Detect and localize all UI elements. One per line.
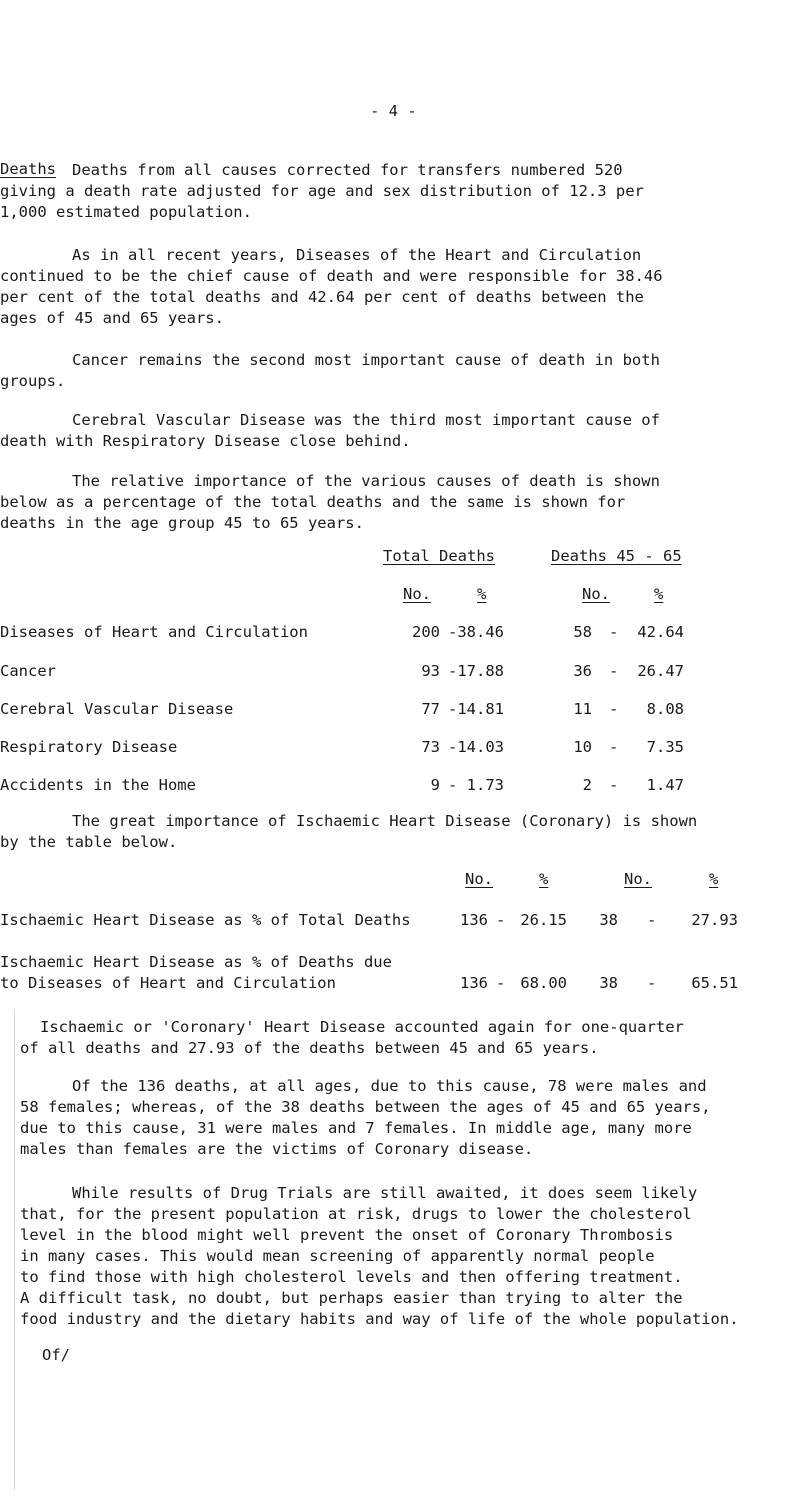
dash-separator: - bbox=[609, 776, 619, 794]
paragraph-line: ages of 45 and 65 years. bbox=[0, 309, 224, 327]
column-group-total-deaths: Total Deaths bbox=[383, 547, 495, 565]
paragraph-line: Cancer remains the second most important cause of death in both bbox=[72, 351, 660, 369]
paragraph-line: below as a percentage of the total deaths and the same is shown for bbox=[0, 493, 626, 511]
dash-separator: - bbox=[609, 662, 619, 680]
age-no-cell: 10 bbox=[573, 738, 592, 756]
paragraph-ischaemic-intro bbox=[0, 811, 790, 853]
paragraph-line: level in the blood might well prevent the onset of Coronary Thrombosis bbox=[20, 1226, 674, 1244]
pct-cell-2: 65.51 bbox=[691, 974, 738, 992]
age-pct-cell: 26.47 bbox=[637, 662, 684, 680]
paragraph-line: by the table below. bbox=[0, 833, 178, 851]
total-pct-cell: 14.03 bbox=[457, 738, 504, 756]
dash-separator: - bbox=[647, 974, 657, 992]
paragraph-deaths bbox=[0, 160, 790, 223]
paragraph-line: 58 females; whereas, of the 38 deaths between the ages of 45 and 65 years, bbox=[20, 1098, 711, 1116]
row-label: Ischaemic Heart Disease as % of Total Deaths bbox=[0, 911, 411, 929]
column-header-no-1: No. bbox=[465, 870, 493, 888]
paragraph-line: A difficult task, no doubt, but perhaps easier than trying to alter the bbox=[20, 1289, 683, 1307]
pct-cell-1: 26.15 bbox=[520, 911, 567, 929]
age-pct-cell: 1.47 bbox=[646, 776, 684, 794]
row-label: Ischaemic Heart Disease as % of Deaths due bbox=[0, 953, 392, 971]
column-header-pct-2: % bbox=[709, 870, 719, 888]
paragraph-line: deaths in the age group 45 to 65 years. bbox=[0, 514, 364, 532]
paragraph-males bbox=[0, 1076, 790, 1160]
age-pct-cell: 42.64 bbox=[637, 623, 684, 641]
continuation-marker: Of/ bbox=[42, 1346, 70, 1364]
paragraph-line: Cerebral Vascular Disease was the third most important cause of bbox=[72, 411, 660, 429]
paragraph-line: As in all recent years, Diseases of the Heart and Circulation bbox=[72, 246, 642, 264]
paragraph-quarter bbox=[0, 1017, 790, 1059]
page-number: - 4 - bbox=[370, 102, 417, 120]
paragraph-line: groups. bbox=[0, 372, 66, 390]
column-header-age-pct: % bbox=[654, 585, 664, 603]
age-no-cell: 58 bbox=[573, 623, 592, 641]
dash-separator: - bbox=[609, 700, 619, 718]
paragraph-line: per cent of the total deaths and 42.64 per cent of deaths between the bbox=[0, 288, 644, 306]
paragraph-line: While results of Drug Trials are still awaited, it does seem likely bbox=[72, 1184, 698, 1202]
age-pct-cell: 7.35 bbox=[646, 738, 684, 756]
column-group-deaths-45-65: Deaths 45 - 65 bbox=[551, 547, 682, 565]
column-header-pct-1: % bbox=[539, 870, 549, 888]
column-header-age-no: No. bbox=[582, 585, 610, 603]
age-no-cell: 36 bbox=[573, 662, 592, 680]
scan-margin-line bbox=[14, 1010, 15, 1490]
column-header-no-2: No. bbox=[624, 870, 652, 888]
no-cell-1: 136 bbox=[460, 911, 488, 929]
total-no-cell: 200 bbox=[412, 623, 440, 641]
paragraph-line: food industry and the dietary habits and way of life of the whole population. bbox=[20, 1310, 739, 1328]
paragraph-line: due to this cause, 31 were males and 7 females. In middle age, many more bbox=[20, 1119, 692, 1137]
dash-separator: - bbox=[448, 738, 458, 756]
age-no-cell: 2 bbox=[582, 776, 592, 794]
row-label-continuation: to Diseases of Heart and Circulation bbox=[0, 974, 336, 992]
pct-cell-1: 68.00 bbox=[520, 974, 567, 992]
paragraph-line: to find those with high cholesterol levels and then offering treatment. bbox=[20, 1268, 683, 1286]
total-no-cell: 93 bbox=[421, 662, 440, 680]
deaths-heading: Deaths bbox=[0, 160, 56, 178]
row-label: Cancer bbox=[0, 662, 56, 680]
paragraph-line: Deaths from all causes corrected for transfers numbered 520 bbox=[72, 161, 623, 179]
paragraph-line: of all deaths and 27.93 of the deaths between 45 and 65 years. bbox=[20, 1039, 599, 1057]
dash-separator: - bbox=[448, 700, 458, 718]
paragraph-line: males than females are the victims of Coronary disease. bbox=[20, 1140, 534, 1158]
dash-separator: - bbox=[647, 911, 657, 929]
row-label: Accidents in the Home bbox=[0, 776, 196, 794]
paragraph-line: The great importance of Ischaemic Heart Disease (Coronary) is shown bbox=[72, 812, 698, 830]
dash-separator: - bbox=[448, 623, 458, 641]
column-header-total-pct: % bbox=[477, 585, 487, 603]
row-label: Diseases of Heart and Circulation bbox=[0, 623, 308, 641]
paragraph-relative bbox=[0, 471, 790, 534]
paragraph-line: 1,000 estimated population. bbox=[0, 203, 252, 221]
paragraph-line: giving a death rate adjusted for age and sex distribution of 12.3 per bbox=[0, 182, 644, 200]
paragraph-cerebral bbox=[0, 410, 790, 452]
total-pct-cell: 1.73 bbox=[466, 776, 504, 794]
paragraph-line: continued to be the chief cause of death and were responsible for 38.46 bbox=[0, 267, 663, 285]
dash-separator: - bbox=[496, 911, 506, 929]
total-pct-cell: 38.46 bbox=[457, 623, 504, 641]
age-pct-cell: 8.08 bbox=[646, 700, 684, 718]
total-pct-cell: 17.88 bbox=[457, 662, 504, 680]
paragraph-line: in many cases. This would mean screening of apparently normal people bbox=[20, 1247, 655, 1265]
dash-separator: - bbox=[496, 974, 506, 992]
total-no-cell: 77 bbox=[421, 700, 440, 718]
paragraph-heart bbox=[0, 245, 790, 329]
paragraph-line: that, for the present population at risk, drugs to lower the cholesterol bbox=[20, 1205, 692, 1223]
dash-separator: - bbox=[609, 738, 619, 756]
paragraph-drug-trials bbox=[0, 1183, 790, 1330]
paragraph-line: death with Respiratory Disease close behind. bbox=[0, 432, 411, 450]
paragraph-cancer bbox=[0, 350, 790, 392]
paragraph-line: Ischaemic or 'Coronary' Heart Disease accounted again for one-quarter bbox=[40, 1018, 684, 1036]
total-pct-cell: 14.81 bbox=[457, 700, 504, 718]
paragraph-line: The relative importance of the various causes of death is shown bbox=[72, 472, 660, 490]
dash-separator: - bbox=[609, 623, 619, 641]
no-cell-1: 136 bbox=[460, 974, 488, 992]
row-label: Cerebral Vascular Disease bbox=[0, 700, 234, 718]
total-no-cell: 73 bbox=[421, 738, 440, 756]
column-header-total-no: No. bbox=[403, 585, 431, 603]
no-cell-2: 38 bbox=[599, 974, 618, 992]
dash-separator: - bbox=[448, 662, 458, 680]
dash-separator: - bbox=[448, 776, 458, 794]
row-label: Respiratory Disease bbox=[0, 738, 178, 756]
age-no-cell: 11 bbox=[573, 700, 592, 718]
pct-cell-2: 27.93 bbox=[691, 911, 738, 929]
no-cell-2: 38 bbox=[599, 911, 618, 929]
total-no-cell: 9 bbox=[430, 776, 440, 794]
paragraph-line: Of the 136 deaths, at all ages, due to this cause, 78 were males and bbox=[72, 1077, 707, 1095]
